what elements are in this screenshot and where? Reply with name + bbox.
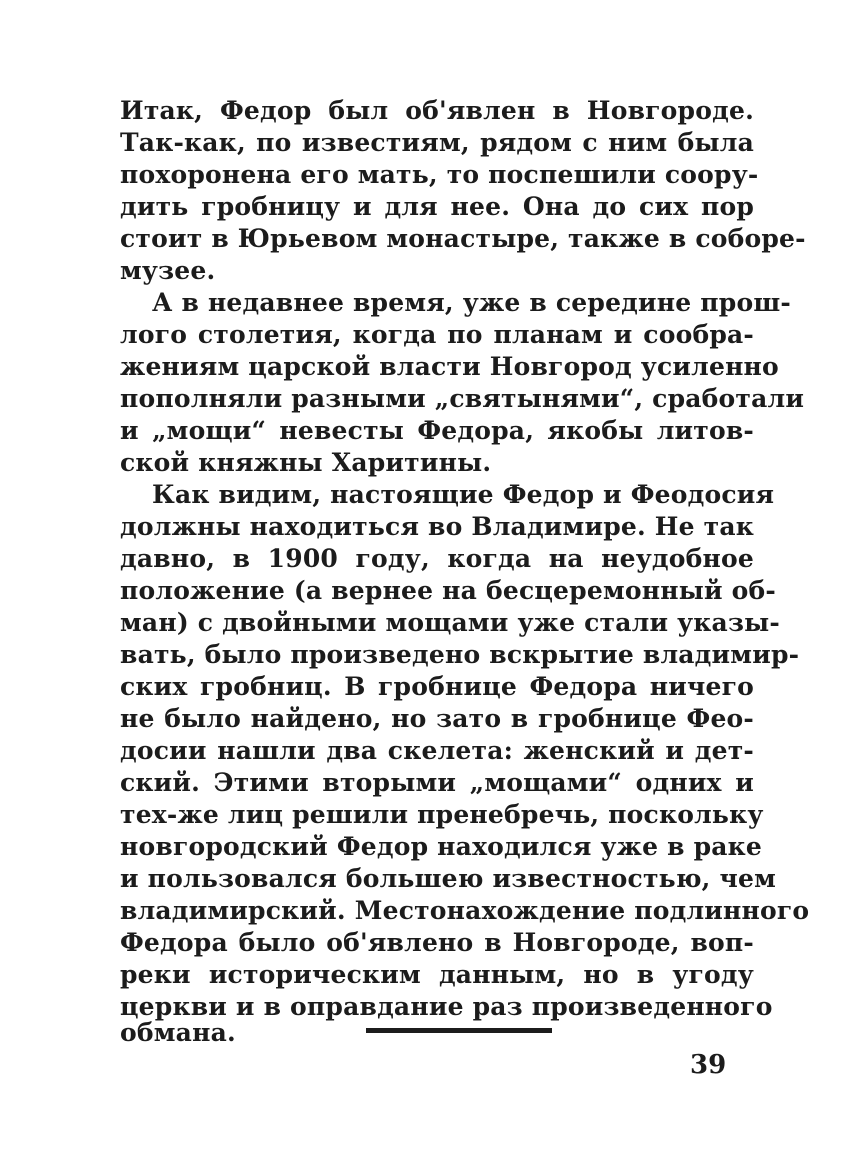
text-line: ской княжны Харитины. [120, 448, 492, 477]
text-line: ских гробниц. В гробнице Федора ничего [120, 672, 754, 701]
text-line: положение (а вернее на бесцеремонный об- [120, 576, 776, 605]
text-line: стоит в Юрьевом монастыре, также в соборе- [120, 224, 806, 253]
text-line: и „мощи“ невесты Федора, якобы литов- [120, 416, 754, 445]
text-line: должны находиться во Владимире. Не так [120, 512, 754, 541]
text-line: Как видим, настоящие Федор и Феодосия [152, 480, 775, 509]
text-line: музее. [120, 256, 216, 285]
text-line: реки историческим данным, но в угоду [120, 960, 754, 989]
text-line: А в недавнее время, уже в середине прош- [152, 288, 791, 317]
text-line: обмана. [120, 1018, 236, 1047]
text-line: лого столетия, когда по планам и сообра- [120, 320, 754, 349]
text-line: новгородский Федор находился уже в раке [120, 832, 763, 861]
text-line: давно, в 1900 году, когда на неудобное [120, 544, 754, 573]
text-line: тех-же лиц решили пренебречь, поскольку [120, 800, 764, 829]
section-divider [366, 1028, 552, 1033]
text-line: досии нашли два скелета: женский и дет- [120, 736, 754, 765]
text-line: и пользовался большею известностью, чем [120, 864, 776, 893]
text-line: жениям царской власти Новгород усиленно [120, 352, 779, 381]
text-line: Итак, Федор был об'явлен в Новгороде. [120, 96, 754, 125]
text-line: дить гробницу и для нее. Она до сих пор [120, 192, 754, 221]
text-line: ман) с двойными мощами уже стали указы- [120, 608, 780, 637]
text-line: не было найдено, но зато в гробнице Фео- [120, 704, 754, 733]
text-line: вать, было произведено вскрытие владимир- [120, 640, 800, 669]
text-line: церкви и в оправдание раз произведенного [120, 992, 773, 1021]
text-line: владимирский. Местонахождение подлинного [120, 896, 810, 925]
text-line: ский. Этими вторыми „мощами“ одних и [120, 768, 754, 797]
text-line: похоронена его мать, то поспешили соору- [120, 160, 759, 189]
text-line: Так-как, по известиям, рядом с ним была [120, 128, 754, 157]
text-line: пополняли разными „святынями“, сработали [120, 384, 805, 413]
page-number: 39 [690, 1050, 727, 1080]
text-line: Федора было об'явлено в Новгороде, воп- [120, 928, 754, 957]
